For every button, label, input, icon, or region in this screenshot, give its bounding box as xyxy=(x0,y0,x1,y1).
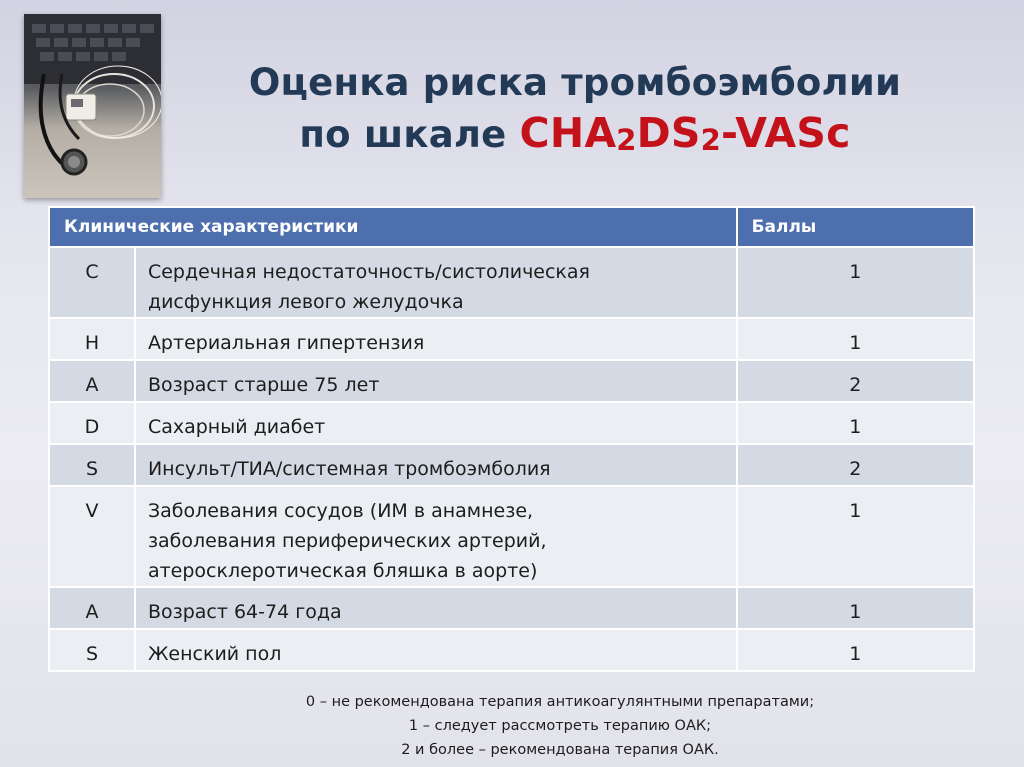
row-letter: S xyxy=(49,629,135,671)
table-row xyxy=(49,486,974,587)
description-line: Возраст 64-74 года xyxy=(147,601,342,623)
row-letter: A xyxy=(49,587,135,629)
row-description xyxy=(135,587,737,629)
title-prefix: по шкале xyxy=(299,113,520,156)
row-points: 1 xyxy=(737,318,974,360)
title-line-1: Оценка риска тромбоэмболии xyxy=(248,61,902,104)
cha2ds2-vasc-table xyxy=(48,206,975,672)
row-letter: S xyxy=(49,444,135,486)
description-line: Женский пол xyxy=(147,643,282,665)
stethoscope-photo xyxy=(24,14,161,198)
note-line: 0 – не рекомендована терапия антикоагулянтными препаратами; xyxy=(305,694,815,710)
row-description xyxy=(135,360,737,402)
row-letter: H xyxy=(49,318,135,360)
description-line: заболевания периферических артерий, xyxy=(147,530,547,552)
table-row xyxy=(49,629,974,671)
row-description xyxy=(135,247,737,318)
description-line: Инсульт/ТИА/системная тромбоэмболия xyxy=(147,458,551,480)
table-row xyxy=(49,587,974,629)
table-row xyxy=(49,247,974,318)
score-name xyxy=(520,109,851,157)
row-points: 1 xyxy=(737,402,974,444)
row-description xyxy=(135,486,737,587)
description-line: Артериальная гипертензия xyxy=(147,332,425,354)
score-part-sub1: 2 xyxy=(616,123,637,157)
row-description xyxy=(135,318,737,360)
score-part-ds: DS xyxy=(636,109,701,157)
table-row xyxy=(49,318,974,360)
score-part-vasc: -VASc xyxy=(721,109,851,157)
recommendation-note xyxy=(230,690,890,762)
row-letter: C xyxy=(49,247,135,318)
score-part-cha: CHA xyxy=(519,109,617,157)
table-header-row xyxy=(49,207,974,247)
row-letter: D xyxy=(49,402,135,444)
title-line-2 xyxy=(175,108,975,165)
row-points: 1 xyxy=(737,247,974,318)
description-line: Сердечная недостаточность/систолическая xyxy=(147,261,590,283)
slide-title xyxy=(175,58,975,165)
description-line: атеросклеротическая бляшка в аорте) xyxy=(147,560,538,582)
row-description xyxy=(135,444,737,486)
description-line: Заболевания сосудов (ИМ в анамнезе, xyxy=(147,500,534,522)
score-part-sub2: 2 xyxy=(700,123,722,157)
row-description xyxy=(135,629,737,671)
row-points: 2 xyxy=(737,360,974,402)
description-line: Возраст старше 75 лет xyxy=(147,374,380,396)
row-letter: A xyxy=(49,360,135,402)
note-line: 2 и более – рекомендована терапия ОАК. xyxy=(401,742,719,758)
row-points: 1 xyxy=(737,486,974,587)
header-characteristics: Клинические характеристики xyxy=(49,207,737,247)
table-row xyxy=(49,402,974,444)
row-letter: V xyxy=(49,486,135,587)
description-line: Сахарный диабет xyxy=(147,416,326,438)
row-points: 2 xyxy=(737,444,974,486)
table-row xyxy=(49,444,974,486)
row-description xyxy=(135,402,737,444)
note-line: 1 – следует рассмотреть терапию ОАК; xyxy=(408,718,712,734)
row-points: 1 xyxy=(737,629,974,671)
row-points: 1 xyxy=(737,587,974,629)
table-body xyxy=(49,247,974,671)
description-line: дисфункция левого желудочка xyxy=(147,291,464,313)
table-row xyxy=(49,360,974,402)
header-points: Баллы xyxy=(737,207,974,247)
